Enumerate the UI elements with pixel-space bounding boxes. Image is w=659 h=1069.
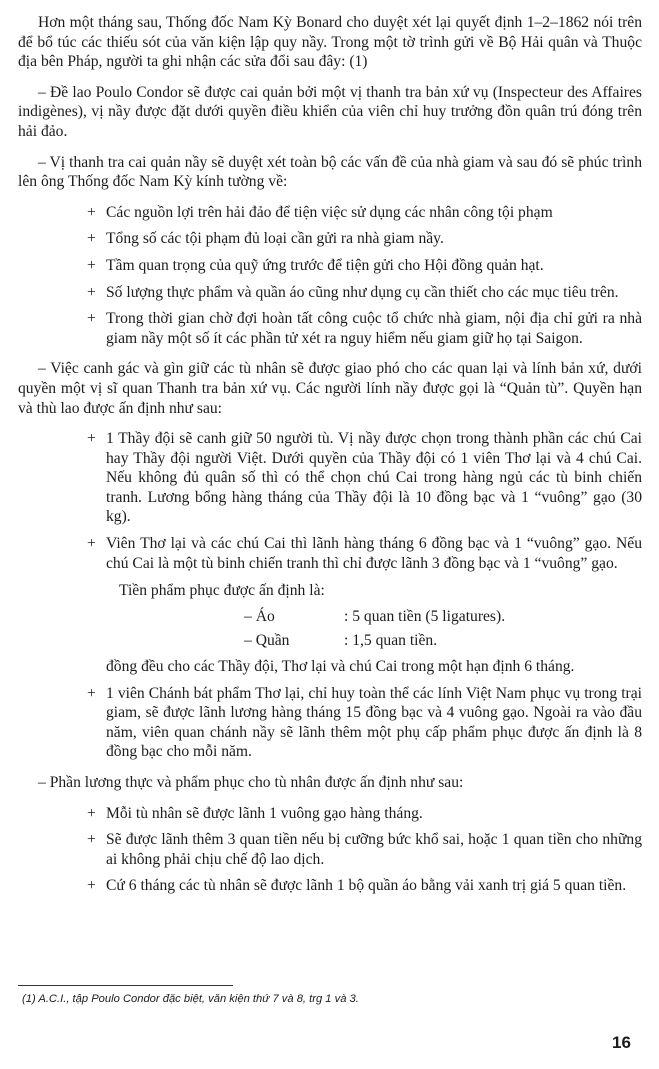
list-item-text: Mỗi tù nhân sẽ được lãnh 1 vuông gạo hàng tháng.	[106, 804, 423, 822]
costume-label: – Quần	[244, 632, 290, 650]
paragraph-prison-administration: – Đề lao Poulo Condor sẽ được cai quản bởi một vị thanh tra bản xứ vụ (Inspecteur des Affaires indigènes), vị nầy được đặt dưới quyền điều khiển của viên chỉ huy trưởng đồn quân trú đóng trên hải đảo.	[18, 83, 642, 140]
paragraph-rations: – Phần lương thực và phẩm phục cho tù nhân được ấn định như sau:	[38, 774, 464, 791]
list-item-text: 1 viên Chánh bát phẩm Thơ lại, chỉ huy toàn thể các lính Việt Nam phục vụ trong trại giam, sẽ được lãnh lương hàng tháng 15 đồng bạc và 4 vuông gạo. Ngoài ra vào đầu năm, viên quan chánh nầy sẽ lãnh thêm một phụ cấp phẩm phục được ấn định là 8 đồng bạc cho mỗi năm.	[106, 684, 642, 761]
footnote: (1) A.C.I., tập Poulo Condor đặc biệt, văn kiện thứ 7 và 8, trg 1 và 3.	[22, 993, 359, 1005]
costume-row-quan	[244, 631, 642, 651]
list-item-text: Trong thời gian chờ đợi hoàn tất công cuộc tổ chức nhà giam, nội địa chỉ gửi ra nhà giam nầy một số ít các phần tử xét ra nguy hiểm nếu giam giữ họ tại Saigon.	[106, 310, 642, 347]
bullet-marker: +	[87, 831, 96, 849]
list-item	[18, 229, 642, 249]
paragraph-inspector-duties: – Vị thanh tra cai quản nầy sẽ duyệt xét toàn bộ các vấn đề của nhà giam và sau đó sẽ phúc trình lên ông Thống đốc Nam Kỳ kính tường về:	[18, 153, 642, 191]
list-item	[18, 876, 642, 896]
list-item-text: Số lượng thực phẩm và quần áo cũng như dụng cụ cần thiết cho các mục tiêu trên.	[106, 283, 619, 301]
list-item-text: Tầm quan trọng của quỹ ứng trước để tiện gửi cho Hội đồng quản hạt.	[106, 256, 544, 274]
bullet-marker: +	[87, 430, 96, 448]
list-item-text: 1 Thầy đội sẽ canh giữ 50 người tù. Vị nầy được chọn trong thành phần các chú Cai hay Thầy đội người Việt. Dưới quyền của Thầy đội có 1 viên Thơ lại và 4 chú Cai. Nếu không đủ quân số thì có thể chọn chú Cai trong hàng ngủ các tù binh chiến tranh. Lương bổng hàng tháng của Thầy đội là 10 đồng bạc và 1 “vuông” gạo (30 kg).	[106, 430, 642, 526]
costume-label: – Áo	[244, 607, 275, 625]
list-item-text: Các nguồn lợi trên hải đảo để tiện việc sử dụng các nhân công tội phạm	[106, 203, 553, 221]
list-item	[18, 684, 642, 762]
footnote-divider	[18, 985, 233, 986]
bullet-marker: +	[87, 283, 96, 301]
bullet-marker: +	[87, 877, 96, 895]
list-item-text: Cứ 6 tháng các tù nhân sẽ được lãnh 1 bộ quần áo bằng vải xanh trị giá 5 quan tiền.	[106, 877, 627, 895]
list-item	[18, 429, 642, 527]
list-item-text: Sẽ được lãnh thêm 3 quan tiền nếu bị cưỡng bức khổ sai, hoặc 1 quan tiền cho những ai không phải chịu chế độ lao dịch.	[106, 831, 642, 868]
list-item	[18, 256, 642, 276]
paragraph-guards: – Việc canh gác và gìn giữ các tù nhân sẽ được giao phó cho các quan lại và lính bản xứ, dưới quyền một vị sĩ quan Thanh tra bản xứ vụ. Các người lính nầy được gọi là “Quản tù”. Quyền hạn và thù lao được ấn định như sau:	[18, 360, 642, 417]
list-item	[18, 804, 642, 824]
costume-intro: Tiền phẩm phục được ấn định là:	[119, 582, 325, 600]
list-item	[18, 534, 642, 677]
bullet-marker: +	[87, 535, 96, 553]
costume-allowance-table	[244, 607, 642, 651]
list-item	[18, 309, 642, 348]
bullet-marker: +	[87, 230, 96, 248]
page-number: 16	[612, 1033, 631, 1052]
bullet-marker: +	[87, 256, 96, 274]
costume-value: : 5 quan tiền (5 ligatures).	[344, 607, 506, 625]
bullet-marker: +	[87, 310, 96, 328]
bullet-marker: +	[87, 684, 96, 702]
list-item	[18, 830, 642, 869]
report-list	[18, 203, 642, 349]
list-item-text: Tổng số các tội phạm đủ loại cần gửi ra nhà giam nầy.	[106, 230, 444, 248]
bullet-marker: +	[87, 804, 96, 822]
main-text	[18, 13, 642, 907]
paragraph-intro: Hơn một tháng sau, Thống đốc Nam Kỳ Bonard cho duyệt xét lại quyết định 1–2–1862 nói trên để bổ túc các thiếu sót của văn kiện lập quy nầy. Trong một tờ trình gửi về Bộ Hải quân và Thuộc địa bên Pháp, người ta ghi nhận các sửa đổi sau đây: (1)	[18, 14, 642, 71]
costume-note: đồng đều cho các Thầy đội, Thơ lại và chú Cai trong một hạn định 6 tháng.	[106, 658, 575, 676]
ration-list	[18, 804, 642, 896]
costume-row-ao	[244, 607, 642, 627]
bullet-marker: +	[87, 203, 96, 221]
list-item	[18, 203, 642, 223]
list-item	[18, 283, 642, 303]
list-item-text: Viên Thơ lại và các chú Cai thì lãnh hàng tháng 6 đồng bạc và 1 “vuông” gạo. Nếu chú Cai là một tù binh chiến tranh thì chỉ được lãnh 3 đồng bạc và 1 “vuông” gạo.	[106, 535, 642, 572]
costume-value: : 1,5 quan tiền.	[344, 632, 438, 650]
guard-list	[18, 429, 642, 762]
